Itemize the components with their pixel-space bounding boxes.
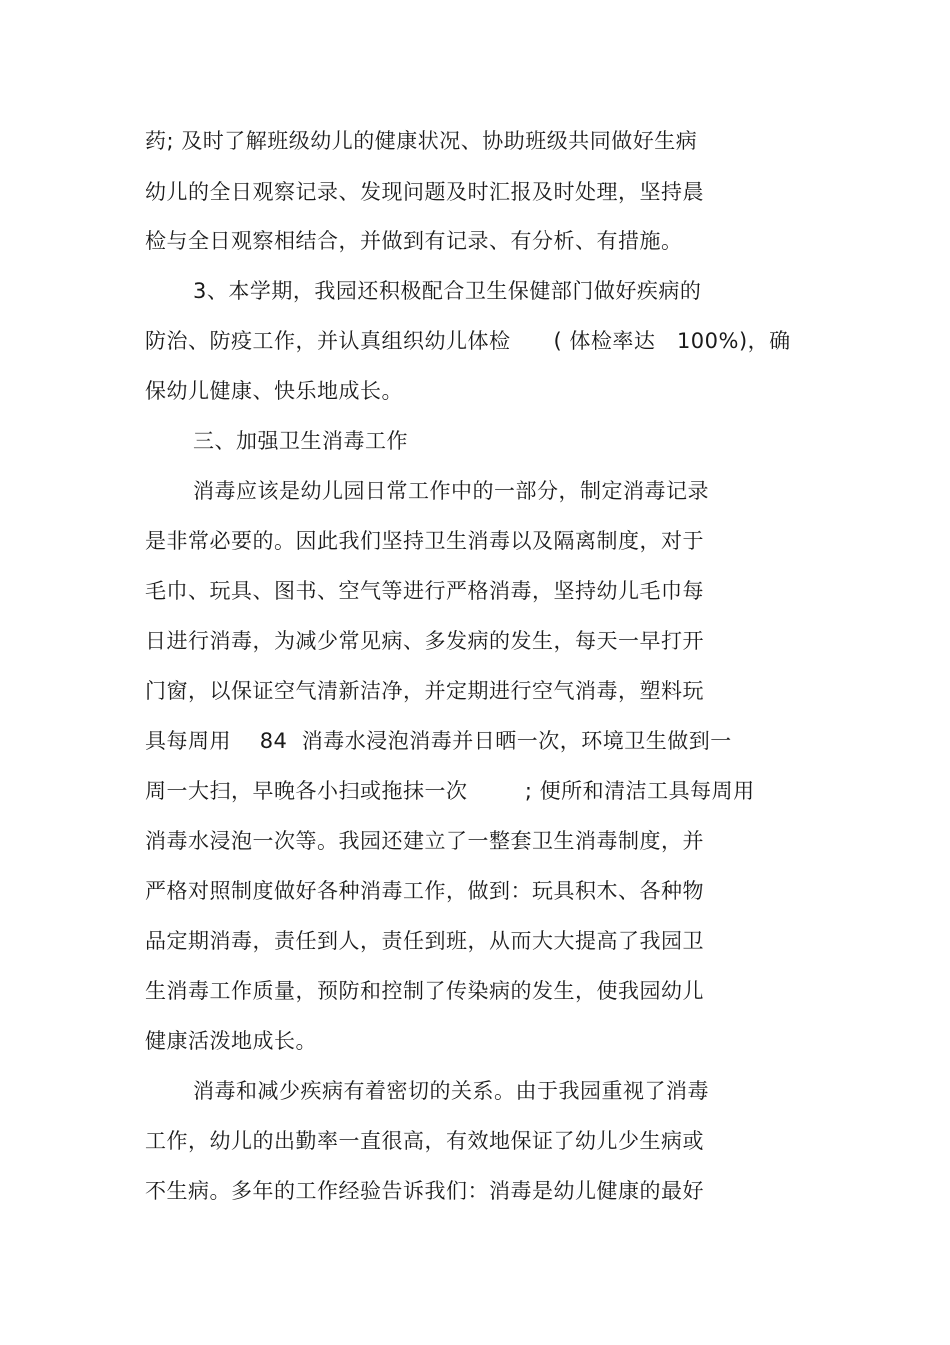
text-line: 健康活泼地成长。 (145, 1029, 317, 1053)
section-heading: 三、加强卫生消毒工作 (193, 429, 408, 453)
text-line: 具每周用 84 消毒水浸泡消毒并日晒一次，环境卫生做到一 (145, 729, 732, 753)
text-line: 不生病。多年的工作经验告诉我们：消毒是幼儿健康的最好 (145, 1179, 704, 1203)
paragraph-start-line: 消毒应该是幼儿园日常工作中的一部分，制定消毒记录 (193, 479, 709, 503)
text-line: 日进行消毒，为减少常见病、多发病的发生，每天一早打开 (145, 629, 704, 653)
text-line: 是非常必要的。因此我们坚持卫生消毒以及隔离制度，对于 (145, 529, 704, 553)
text-line: 严格对照制度做好各种消毒工作，做到：玩具积木、各种物 (145, 879, 704, 903)
paragraph-start-line: 消毒和减少疾病有着密切的关系。由于我园重视了消毒 (193, 1079, 709, 1103)
text-line: 品定期消毒，责任到人，责任到班，从而大大提高了我园卫 (145, 929, 704, 953)
text-line: 生消毒工作质量，预防和控制了传染病的发生，使我园幼儿 (145, 979, 704, 1003)
text-line: 周一大扫，早晚各小扫或拖抹一次 ; 便所和清洁工具每周用 (145, 779, 755, 803)
text-line: 检与全日观察相结合，并做到有记录、有分析、有措施。 (145, 229, 683, 253)
text-line: 药; 及时了解班级幼儿的健康状况、协助班级共同做好生病 (145, 129, 698, 153)
text-line: 门窗，以保证空气清新洁净，并定期进行空气消毒，塑料玩 (145, 679, 704, 703)
text-line: 消毒水浸泡一次等。我园还建立了一整套卫生消毒制度，并 (145, 829, 704, 853)
text-line: 毛巾、玩具、图书、空气等进行严格消毒，坚持幼儿毛巾每 (145, 579, 704, 603)
text-line: 防治、防疫工作，并认真组织幼儿体检 ( 体检率达 100%)，确 (145, 329, 791, 353)
text-line: 幼儿的全日观察记录、发现问题及时汇报及时处理，坚持晨 (145, 180, 704, 204)
text-line: 保幼儿健康、快乐地成长。 (145, 379, 403, 403)
paragraph-start-line: 3、本学期，我园还积极配合卫生保健部门做好疾病的 (193, 279, 702, 303)
text-line: 工作，幼儿的出勤率一直很高，有效地保证了幼儿少生病或 (145, 1129, 704, 1153)
